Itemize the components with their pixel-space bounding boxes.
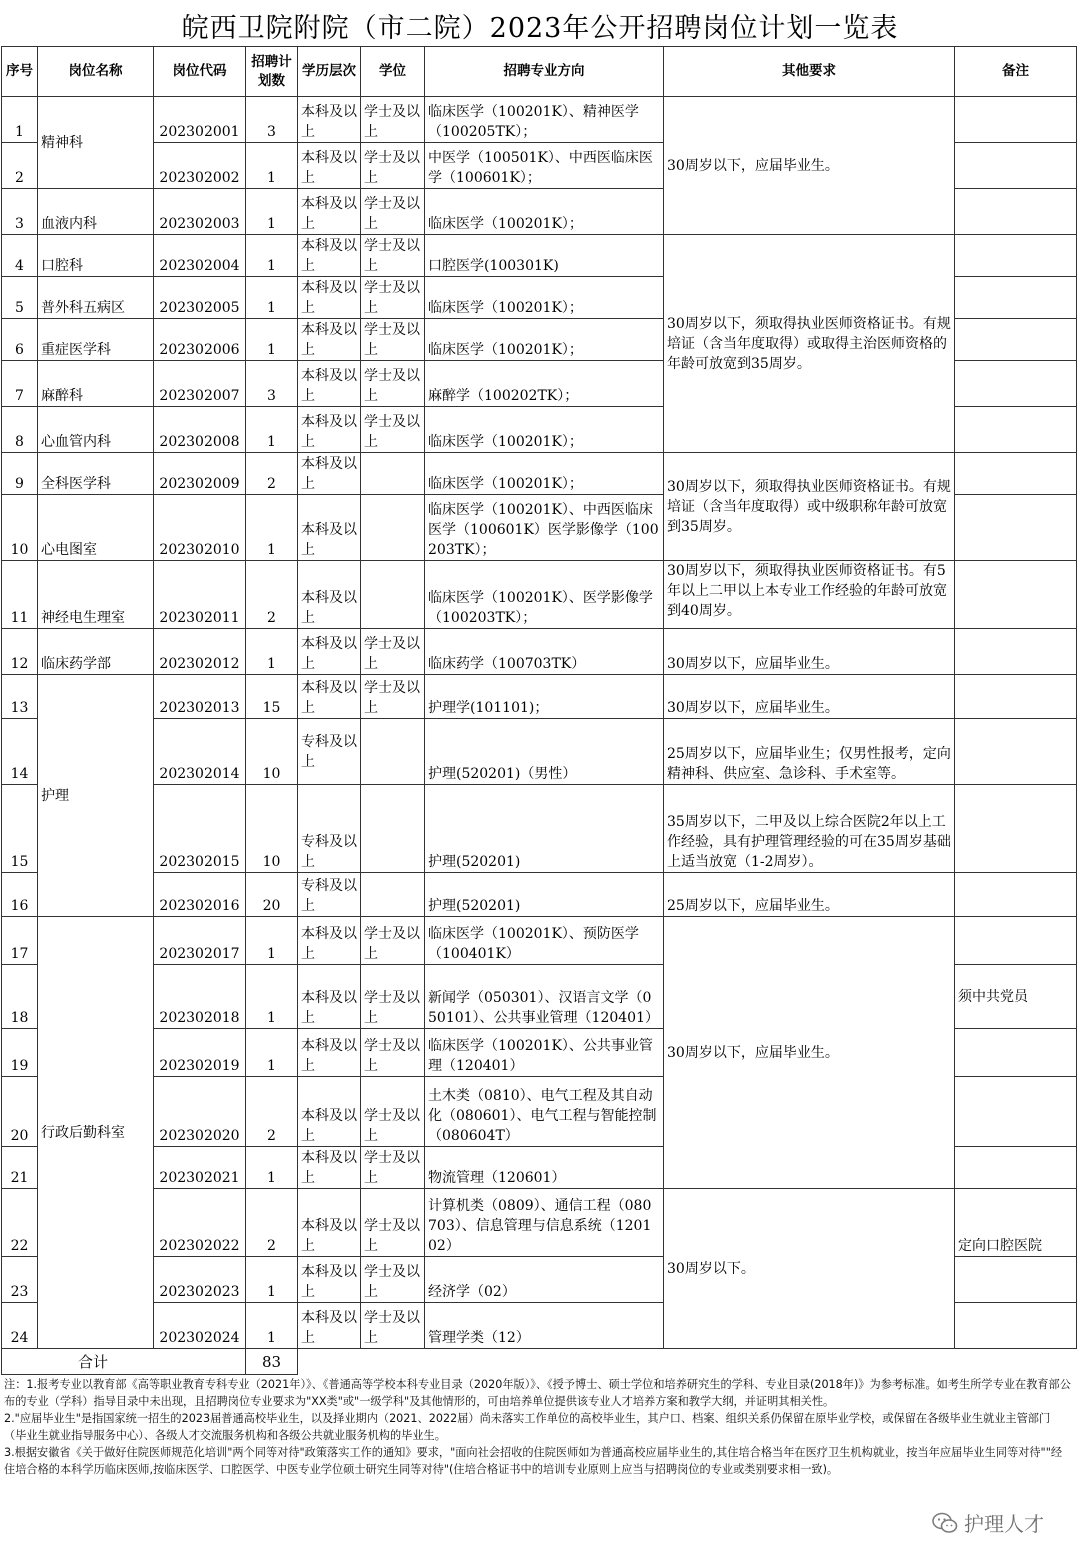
- remark-cell: [955, 407, 1077, 453]
- remark-cell: [955, 97, 1077, 143]
- table-row: [2, 1189, 1077, 1257]
- degree-cell: 学士及以上: [361, 277, 425, 319]
- name-cell: 全科医学科: [38, 453, 154, 495]
- remark-cell: [955, 917, 1077, 965]
- major-cell: 护理(520201): [425, 873, 664, 917]
- count-cell: 3: [246, 361, 298, 407]
- count-cell: 1: [246, 235, 298, 277]
- degree-cell: 学士及以上: [361, 1077, 425, 1147]
- total-filler: [298, 1349, 1077, 1375]
- major-cell: 麻醉学（100202TK）；: [425, 361, 664, 407]
- code-cell: 202302008: [154, 407, 246, 453]
- count-cell: 20: [246, 873, 298, 917]
- header-remark: 备注: [955, 47, 1077, 97]
- edu-cell: 专科及以上: [298, 873, 361, 917]
- degree-cell: 学士及以上: [361, 1303, 425, 1349]
- code-cell: 202302021: [154, 1147, 246, 1189]
- edu-cell: 本科及以上: [298, 319, 361, 361]
- edu-cell: 本科及以上: [298, 1147, 361, 1189]
- major-cell: 临床医学（100201K）；: [425, 189, 664, 235]
- note-2: 2."应届毕业生"是指国家统一招生的2023届普通高校毕业生，以及择业期内（2021、2022届）尚未落实工作单位的高校毕业生，其户口、档案、组织关系仍保留在原毕业学校，或保留在各级毕业生就业主管部门（毕业生就业指导服务中心）、各级人才交流服务机构和各级公共就业服务机构的毕业生。: [4, 1412, 1051, 1442]
- seq-cell: 15: [2, 785, 38, 873]
- note-3: 3.根据安徽省《关于做好住院医师规范化培训"两个同等对待"政策落实工作的通知》要求，"面向社会招收的住院医师如为普通高校应届毕业生的,其住培合格当年在医疗卫生机构就业，按当年应届毕业生同等对待""经住培合格的本科学历临床医师,按临床医学、口腔医学、中医专业学位硕士研究生同等对待"(住培合格证书中的培训专业原则上应当与招聘岗位的专业或类别要求相一致)。: [4, 1446, 1063, 1476]
- code-cell: 202302020: [154, 1077, 246, 1147]
- degree-cell: [361, 873, 425, 917]
- code-cell: 202302018: [154, 965, 246, 1029]
- degree-cell: 学士及以上: [361, 917, 425, 965]
- seq-cell: 1: [2, 97, 38, 143]
- header-other: 其他要求: [664, 47, 955, 97]
- seq-cell: 22: [2, 1189, 38, 1257]
- other-req-cell: 30周岁以下，须取得执业医师资格证书。有规培证（含当年度取得）或中级职称年龄可放宽到35周岁。: [664, 453, 955, 561]
- edu-cell: 本科及以上: [298, 495, 361, 561]
- other-req-cell: 30周岁以下，应届毕业生。: [664, 97, 955, 235]
- count-cell: 2: [246, 1189, 298, 1257]
- degree-cell: 学士及以上: [361, 629, 425, 675]
- other-req-cell: 30周岁以下，应届毕业生。: [664, 917, 955, 1189]
- name-cell: 口腔科: [38, 235, 154, 277]
- major-cell: 临床医学（100201K）、公共事业管理（120401）: [425, 1029, 664, 1077]
- total-value: 83: [246, 1349, 298, 1375]
- remark-cell: [955, 143, 1077, 189]
- code-cell: 202302024: [154, 1303, 246, 1349]
- code-cell: 202302002: [154, 143, 246, 189]
- degree-cell: 学士及以上: [361, 143, 425, 189]
- seq-cell: 6: [2, 319, 38, 361]
- header-seq: 序号: [2, 47, 38, 97]
- code-cell: 202302010: [154, 495, 246, 561]
- degree-cell: 学士及以上: [361, 1189, 425, 1257]
- major-cell: 护理(520201)（男性）: [425, 719, 664, 785]
- total-row: [2, 1349, 1077, 1375]
- major-cell: 中医学（100501K）、中西医临床医学（100601K）；: [425, 143, 664, 189]
- remark-cell: 定向口腔医院: [955, 1189, 1077, 1257]
- count-cell: 1: [246, 143, 298, 189]
- edu-cell: 本科及以上: [298, 675, 361, 719]
- name-cell: 护理: [38, 675, 154, 917]
- seq-cell: 3: [2, 189, 38, 235]
- remark-cell: [955, 629, 1077, 675]
- degree-cell: 学士及以上: [361, 675, 425, 719]
- major-cell: 临床药学（100703TK）: [425, 629, 664, 675]
- major-cell: 临床医学（100201K）；: [425, 407, 664, 453]
- major-cell: 经济学（02）: [425, 1257, 664, 1303]
- edu-cell: 本科及以上: [298, 407, 361, 453]
- degree-cell: 学士及以上: [361, 965, 425, 1029]
- count-cell: 1: [246, 1303, 298, 1349]
- seq-cell: 14: [2, 719, 38, 785]
- degree-cell: [361, 561, 425, 629]
- count-cell: 1: [246, 495, 298, 561]
- code-cell: 202302022: [154, 1189, 246, 1257]
- header-degree: 学位: [361, 47, 425, 97]
- major-cell: 临床医学（100201K）、中西医临床医学（100601K）医学影像学（100203TK）；: [425, 495, 664, 561]
- major-cell: 临床医学（100201K）、医学影像学（100203TK）；: [425, 561, 664, 629]
- table-row: [2, 719, 1077, 785]
- count-cell: 3: [246, 97, 298, 143]
- degree-cell: 学士及以上: [361, 407, 425, 453]
- code-cell: 202302014: [154, 719, 246, 785]
- remark-cell: [955, 1257, 1077, 1303]
- name-cell: 心血管内科: [38, 407, 154, 453]
- table-row: [2, 917, 1077, 965]
- count-cell: 1: [246, 629, 298, 675]
- table-row: [2, 873, 1077, 917]
- code-cell: 202302009: [154, 453, 246, 495]
- count-cell: 1: [246, 189, 298, 235]
- edu-cell: 本科及以上: [298, 277, 361, 319]
- remark-cell: [955, 453, 1077, 495]
- other-req-cell: 30周岁以下，须取得执业医师资格证书。有规培证（含当年度取得）或取得主治医师资格的年龄可放宽到35周岁。: [664, 235, 955, 453]
- edu-cell: 专科及以上: [298, 785, 361, 873]
- total-label: 合计: [2, 1349, 246, 1375]
- code-cell: 202302006: [154, 319, 246, 361]
- degree-cell: [361, 785, 425, 873]
- major-cell: 临床医学（100201K）；: [425, 319, 664, 361]
- seq-cell: 23: [2, 1257, 38, 1303]
- degree-cell: 学士及以上: [361, 189, 425, 235]
- count-cell: 10: [246, 785, 298, 873]
- remark-cell: [955, 277, 1077, 319]
- table-row: [2, 97, 1077, 143]
- notes: [4, 1376, 1072, 1478]
- name-cell: 临床药学部: [38, 629, 154, 675]
- remark-cell: 须中共党员: [955, 965, 1077, 1029]
- seq-cell: 19: [2, 1029, 38, 1077]
- remark-cell: [955, 1077, 1077, 1147]
- code-cell: 202302007: [154, 361, 246, 407]
- major-cell: 护理(520201): [425, 785, 664, 873]
- code-cell: 202302004: [154, 235, 246, 277]
- count-cell: 1: [246, 1029, 298, 1077]
- name-cell: 重症医学科: [38, 319, 154, 361]
- table-row: [2, 629, 1077, 675]
- remark-cell: [955, 675, 1077, 719]
- seq-cell: 5: [2, 277, 38, 319]
- code-cell: 202302015: [154, 785, 246, 873]
- other-req-cell: 25周岁以下，应届毕业生。: [664, 873, 955, 917]
- code-cell: 202302023: [154, 1257, 246, 1303]
- table-row: [2, 675, 1077, 719]
- seq-cell: 10: [2, 495, 38, 561]
- count-cell: 1: [246, 1147, 298, 1189]
- degree-cell: [361, 453, 425, 495]
- other-req-cell: 30周岁以下，应届毕业生。: [664, 675, 955, 719]
- table-row: [2, 235, 1077, 277]
- edu-cell: 本科及以上: [298, 965, 361, 1029]
- code-cell: 202302016: [154, 873, 246, 917]
- seq-cell: 8: [2, 407, 38, 453]
- count-cell: 1: [246, 407, 298, 453]
- name-cell: 普外科五病区: [38, 277, 154, 319]
- remark-cell: [955, 495, 1077, 561]
- degree-cell: 学士及以上: [361, 319, 425, 361]
- edu-cell: 本科及以上: [298, 1303, 361, 1349]
- seq-cell: 4: [2, 235, 38, 277]
- other-req-cell: 35周岁以下，二甲及以上综合医院2年以上工作经验，具有护理管理经验的可在35周岁基础上适当放宽（1-2周岁）。: [664, 785, 955, 873]
- recruitment-table: [1, 46, 1077, 1375]
- degree-cell: 学士及以上: [361, 1029, 425, 1077]
- degree-cell: [361, 495, 425, 561]
- major-cell: 临床医学（100201K）、精神医学（100205TK）；: [425, 97, 664, 143]
- major-cell: 口腔医学(100301K): [425, 235, 664, 277]
- remark-cell: [955, 1029, 1077, 1077]
- degree-cell: 学士及以上: [361, 97, 425, 143]
- wechat-icon: [932, 1512, 958, 1534]
- seq-cell: 13: [2, 675, 38, 719]
- remark-cell: [955, 235, 1077, 277]
- remark-cell: [955, 361, 1077, 407]
- code-cell: 202302001: [154, 97, 246, 143]
- major-cell: 计算机类（0809）、通信工程（080703）、信息管理与信息系统（120102）: [425, 1189, 664, 1257]
- code-cell: 202302003: [154, 189, 246, 235]
- count-cell: 15: [246, 675, 298, 719]
- header-edu: 学历层次: [298, 47, 361, 97]
- edu-cell: 本科及以上: [298, 189, 361, 235]
- seq-cell: 21: [2, 1147, 38, 1189]
- degree-cell: 学士及以上: [361, 1257, 425, 1303]
- seq-cell: 9: [2, 453, 38, 495]
- seq-cell: 17: [2, 917, 38, 965]
- count-cell: 1: [246, 319, 298, 361]
- header-count: 招聘计划数: [246, 47, 298, 97]
- page-title: 皖西卫院附院（市二院）2023年公开招聘岗位计划一览表: [181, 13, 899, 44]
- major-cell: 管理学类（12）: [425, 1303, 664, 1349]
- seq-cell: 12: [2, 629, 38, 675]
- count-cell: 1: [246, 965, 298, 1029]
- seq-cell: 7: [2, 361, 38, 407]
- name-cell: 神经电生理室: [38, 561, 154, 629]
- header-name: 岗位名称: [38, 47, 154, 97]
- table-row: [2, 785, 1077, 873]
- count-cell: 2: [246, 453, 298, 495]
- name-cell: 麻醉科: [38, 361, 154, 407]
- remark-cell: [955, 785, 1077, 873]
- degree-cell: [361, 719, 425, 785]
- edu-cell: 本科及以上: [298, 235, 361, 277]
- edu-cell: 本科及以上: [298, 453, 361, 495]
- name-cell: 心电图室: [38, 495, 154, 561]
- code-cell: 202302017: [154, 917, 246, 965]
- note-1: 注：1.报考专业以教育部《高等职业教育专科专业（2021年）》、《普通高等学校本科专业目录（2020年版）》、《授予博士、硕士学位和培养研究生的学科、专业目录(2018年)》为参考标准。如考生所学专业在教育部公布的专业（学科）指导目录中未出现，且招聘岗位专业要求为"XX类"或"一级学科"及其他情形的，可由培养单位提供该专业人才培养方案和教学大纲，并证明其相关性。: [4, 1378, 1071, 1408]
- header-major: 招聘专业方向: [425, 47, 664, 97]
- remark-cell: [955, 189, 1077, 235]
- major-cell: 新闻学（050301）、汉语言文学（050101）、公共事业管理（120401）: [425, 965, 664, 1029]
- count-cell: 10: [246, 719, 298, 785]
- edu-cell: 本科及以上: [298, 1257, 361, 1303]
- code-cell: 202302005: [154, 277, 246, 319]
- remark-cell: [955, 873, 1077, 917]
- edu-cell: 本科及以上: [298, 1077, 361, 1147]
- code-cell: 202302019: [154, 1029, 246, 1077]
- other-req-cell: 30周岁以下。: [664, 1189, 955, 1349]
- seq-cell: 2: [2, 143, 38, 189]
- count-cell: 2: [246, 561, 298, 629]
- count-cell: 1: [246, 1257, 298, 1303]
- name-cell: 精神科: [38, 97, 154, 189]
- count-cell: 1: [246, 277, 298, 319]
- remark-cell: [955, 1147, 1077, 1189]
- name-cell: 血液内科: [38, 189, 154, 235]
- major-cell: 临床医学（100201K）、预防医学（100401K）: [425, 917, 664, 965]
- watermark-text: 护理人才: [964, 1512, 1044, 1536]
- remark-cell: [955, 1303, 1077, 1349]
- edu-cell: 本科及以上: [298, 561, 361, 629]
- edu-cell: 本科及以上: [298, 97, 361, 143]
- code-cell: 202302011: [154, 561, 246, 629]
- table-row: [2, 561, 1077, 629]
- watermark: [932, 1508, 1044, 1537]
- edu-cell: 本科及以上: [298, 629, 361, 675]
- major-cell: 护理学(101101)；: [425, 675, 664, 719]
- remark-cell: [955, 719, 1077, 785]
- seq-cell: 16: [2, 873, 38, 917]
- remark-cell: [955, 561, 1077, 629]
- major-cell: 土木类（0810）、电气工程及其自动化（080601）、电气工程与智能控制（080604T）: [425, 1077, 664, 1147]
- header-row: [2, 47, 1077, 97]
- major-cell: 物流管理（120601）: [425, 1147, 664, 1189]
- edu-cell: 本科及以上: [298, 917, 361, 965]
- edu-cell: 本科及以上: [298, 361, 361, 407]
- count-cell: 2: [246, 1077, 298, 1147]
- edu-cell: 本科及以上: [298, 143, 361, 189]
- major-cell: 临床医学（100201K）；: [425, 453, 664, 495]
- edu-cell: 专科及以上: [298, 719, 361, 785]
- name-cell: 行政后勤科室: [38, 917, 154, 1349]
- other-req-cell: 30周岁以下，须取得执业医师资格证书。有5年以上二甲以上本专业工作经验的年龄可放宽到40周岁。: [664, 561, 955, 629]
- code-cell: 202302012: [154, 629, 246, 675]
- degree-cell: 学士及以上: [361, 235, 425, 277]
- seq-cell: 11: [2, 561, 38, 629]
- seq-cell: 24: [2, 1303, 38, 1349]
- degree-cell: 学士及以上: [361, 361, 425, 407]
- edu-cell: 本科及以上: [298, 1029, 361, 1077]
- edu-cell: 本科及以上: [298, 1189, 361, 1257]
- other-req-cell: 25周岁以下，应届毕业生；仅男性报考，定向精神科、供应室、急诊科、手术室等。: [664, 719, 955, 785]
- seq-cell: 20: [2, 1077, 38, 1147]
- count-cell: 1: [246, 917, 298, 965]
- other-req-cell: 30周岁以下，应届毕业生。: [664, 629, 955, 675]
- code-cell: 202302013: [154, 675, 246, 719]
- table-row: [2, 453, 1077, 495]
- header-code: 岗位代码: [154, 47, 246, 97]
- remark-cell: [955, 319, 1077, 361]
- degree-cell: 学士及以上: [361, 1147, 425, 1189]
- seq-cell: 18: [2, 965, 38, 1029]
- major-cell: 临床医学（100201K）；: [425, 277, 664, 319]
